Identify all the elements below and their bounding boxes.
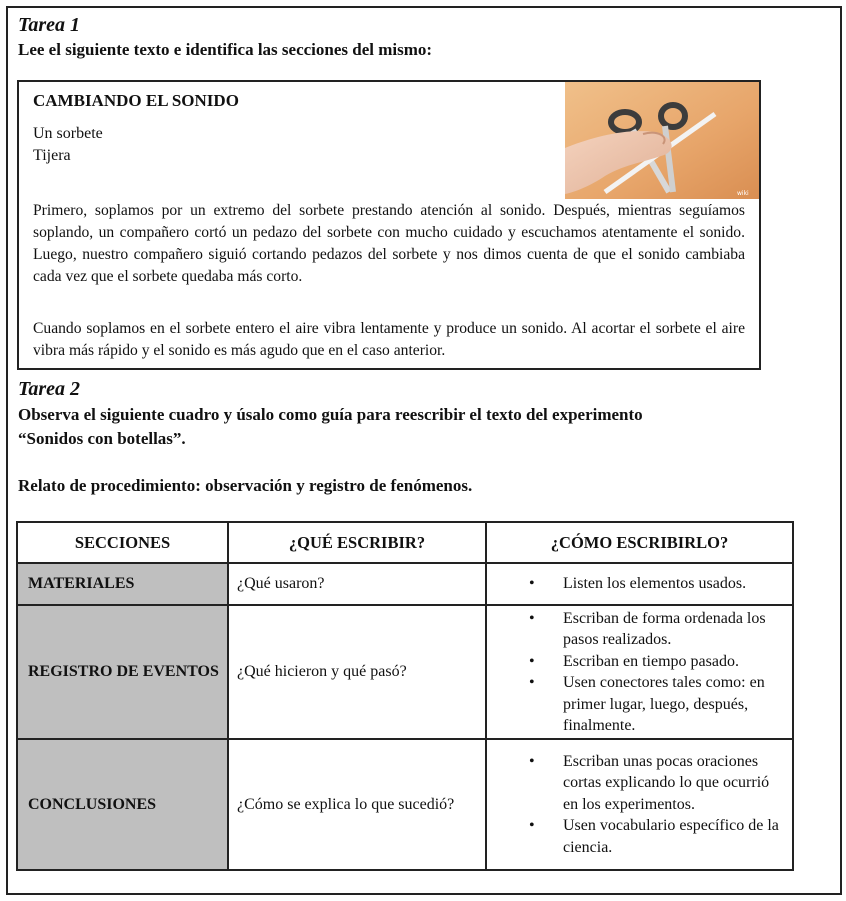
tarea2-subtitle: Relato de procedimiento: observación y registro de fenómenos. — [18, 476, 473, 495]
tarea2-instruction-line2: “Sonidos con botellas”. — [18, 429, 186, 448]
guide-table — [16, 521, 794, 871]
svg-text:wiki: wiki — [737, 190, 749, 197]
list-item: • Listen los elementos usados. — [487, 573, 782, 595]
paragraph-1: Primero, soplamos por un extremo del sorbete prestando atención al sonido. Después, mientras seguíamos soplando, un compañero cortó un pedazo del sorbete con mucho cuidado y escuchamos atentamente el sonido. Luego, nuestro compañero siguió cortando pedazos del sorbete y nos dimos cuenta de que el sonido cambiaba cada vez que el sorbete quedaba más corto. — [33, 202, 745, 285]
question-cell: ¿Qué hicieron y qué pasó? — [228, 605, 486, 739]
scissors-straw-photo — [565, 82, 759, 199]
list-item: • Escriban unas pocas oraciones cortas explicando lo que ocurrió en los experimentos. — [487, 751, 782, 816]
tarea1-title: Tarea 1 — [18, 14, 81, 36]
list-item: • Usen conectores tales como: en primer lugar, luego, después, finalmente. — [487, 672, 782, 737]
section-cell — [17, 605, 228, 739]
table-row — [17, 563, 793, 605]
question-cell: ¿Cómo se explica lo que sucedió? — [228, 739, 486, 870]
header-que-escribir: ¿QUÉ ESCRIBIR? — [228, 522, 486, 563]
table-header-row — [17, 522, 793, 563]
bullets-cell — [486, 739, 793, 870]
section-cell: MATERIALES — [17, 563, 228, 605]
question-cell: ¿Qué usaron? — [228, 563, 486, 605]
material-item: Un sorbete — [33, 125, 103, 142]
table-row — [17, 605, 793, 739]
header-secciones: SECCIONES — [17, 522, 228, 563]
tarea2-title: Tarea 2 — [18, 378, 81, 400]
tarea2-instruction-line1: Observa el siguiente cuadro y úsalo como guía para reescribir el texto del experimento — [18, 405, 643, 424]
header-como-escribirlo: ¿CÓMO ESCRIBIRLO? — [486, 522, 793, 563]
text-box — [17, 80, 761, 370]
list-item: • Usen vocabulario específico de la ciencia. — [487, 815, 782, 858]
bullets-cell — [486, 563, 793, 605]
material-item: Tijera — [33, 147, 71, 164]
section-label: REGISTRO DE EVENTOS — [28, 663, 219, 680]
tarea1-instruction: Lee el siguiente texto e identifica las secciones del mismo: — [18, 40, 433, 59]
paragraph-2: Cuando soplamos en el sorbete entero el aire vibra lentamente y produce un sonido. Al acortar el sorbete el aire vibra más rápido y el sonido es más agudo que en el caso anterior. — [33, 320, 745, 359]
table-row — [17, 739, 793, 870]
list-item: • Escriban en tiempo pasado. — [487, 651, 782, 673]
bullets-cell — [486, 605, 793, 739]
list-item: • Escriban de forma ordenada los pasos realizados. — [487, 608, 782, 651]
section-cell: CONCLUSIONES — [17, 739, 228, 870]
text-title: CAMBIANDO EL SONIDO — [33, 91, 239, 110]
